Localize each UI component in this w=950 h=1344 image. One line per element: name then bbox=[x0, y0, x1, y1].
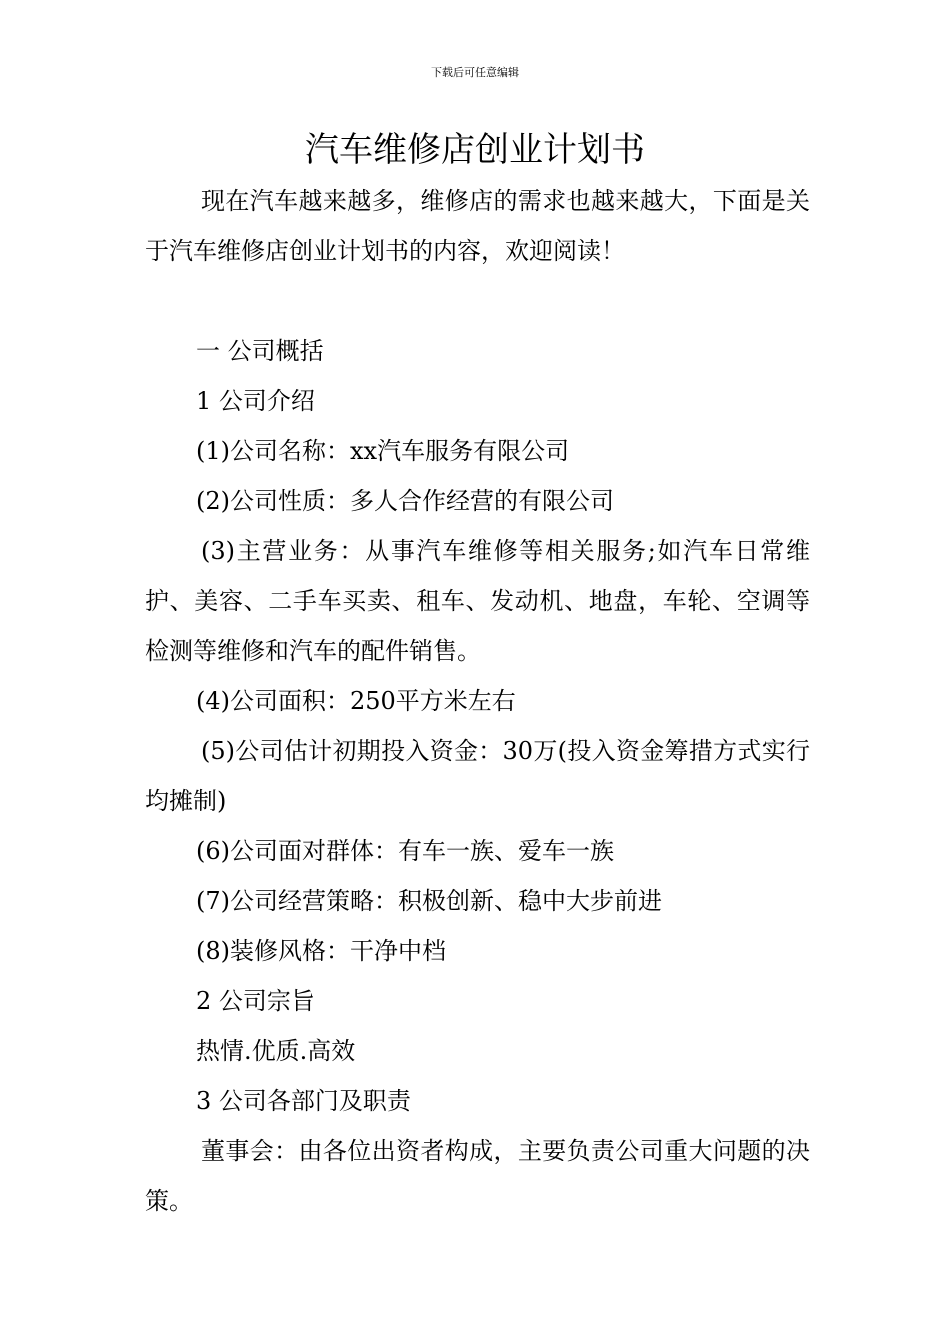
list-item-company-name: (1)公司名称：xx汽车服务有限公司 bbox=[196, 437, 570, 465]
page-header-note: 下载后可任意编辑 bbox=[431, 66, 519, 79]
list-item-company-area: (4)公司面积：250平方米左右 bbox=[196, 687, 516, 715]
list-item-strategy: (7)公司经营策略：积极创新、稳中大步前进 bbox=[196, 887, 662, 915]
blank-line bbox=[145, 276, 810, 326]
list-item-company-nature: (2)公司性质：多人合作经营的有限公司 bbox=[196, 487, 614, 515]
subsection-heading-departments: 3 公司各部门及职责 bbox=[196, 1087, 411, 1115]
list-item-initial-investment: (5)公司估计初期投入资金：30万(投入资金筹措方式实行均摊制) bbox=[145, 737, 810, 815]
list-item-target-group: (6)公司面对群体：有车一族、爱车一族 bbox=[196, 837, 614, 865]
intro-paragraph: 现在汽车越来越多，维修店的需求也越来越大，下面是关于汽车维修店创业计划书的内容，欢迎阅读！ bbox=[145, 187, 810, 265]
document-body bbox=[145, 176, 810, 1226]
board-description: 董事会：由各位出资者构成，主要负责公司重大问题的决策。 bbox=[145, 1137, 810, 1215]
section-heading: 一 公司概括 bbox=[196, 337, 324, 365]
purpose-text: 热情.优质.高效 bbox=[196, 1037, 356, 1065]
list-item-decoration-style: (8)装修风格：干净中档 bbox=[196, 937, 446, 965]
document-title: 汽车维修店创业计划书 bbox=[305, 130, 645, 170]
subsection-heading-intro: 1 公司介绍 bbox=[196, 387, 315, 415]
subsection-heading-purpose: 2 公司宗旨 bbox=[196, 987, 315, 1015]
list-item-main-business: (3)主营业务：从事汽车维修等相关服务;如汽车日常维护、美容、二手车买卖、租车、发动机、地盘，车轮、空调等检测等维修和汽车的配件销售。 bbox=[145, 537, 810, 665]
